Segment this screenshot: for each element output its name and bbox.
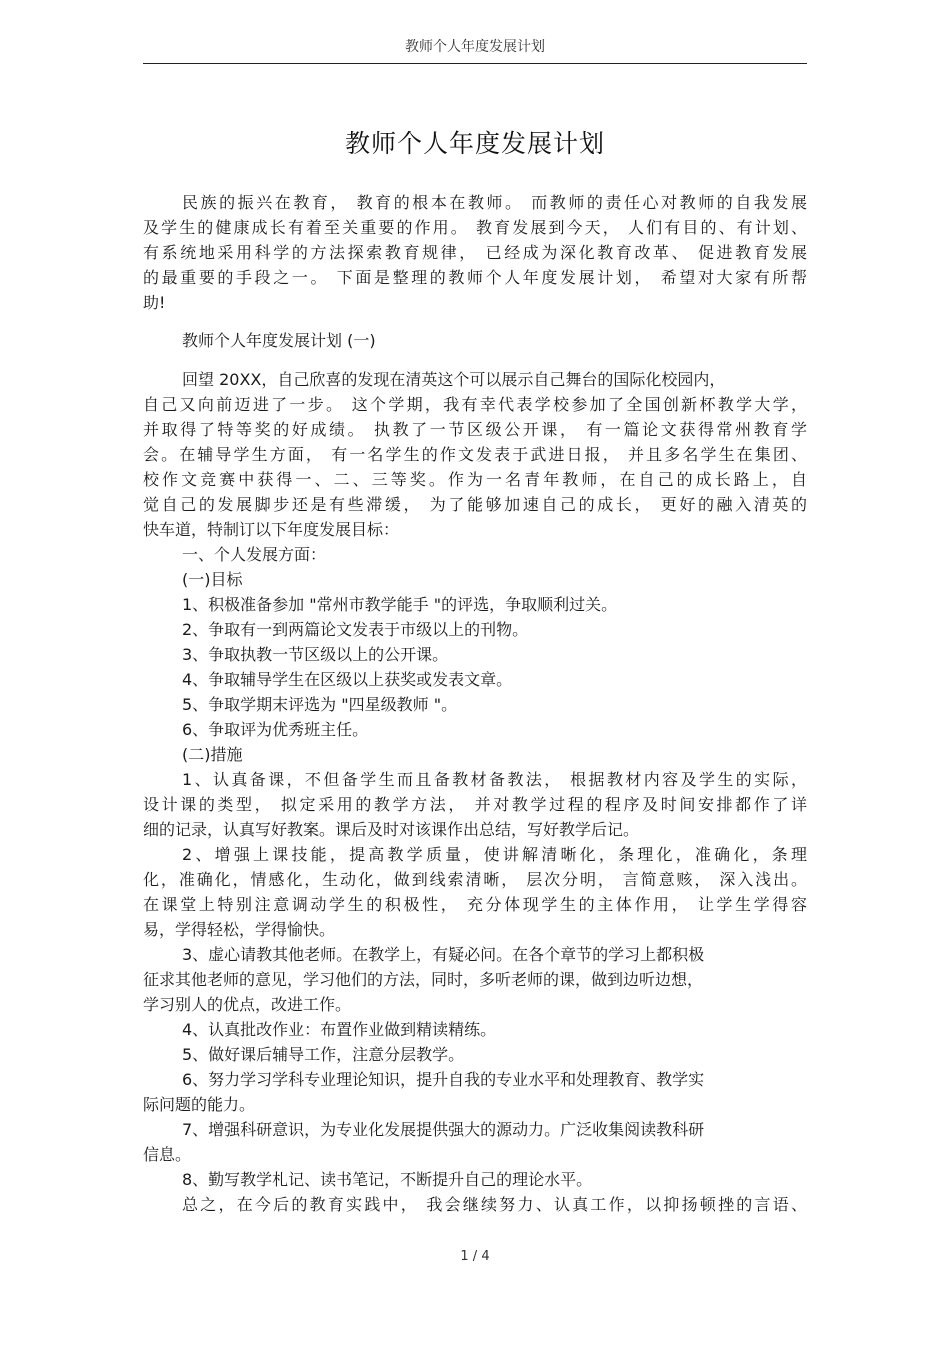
document-title: 教师个人年度发展计划 — [344, 129, 605, 158]
header-divider — [143, 63, 807, 64]
paragraph-line: 有系统地采用科学的方法探索教育规律， 已经成为深化教育改革、 促进教育发展 — [143, 243, 807, 262]
paragraph-line: 回望 20XX，自己欣喜的发现在清英这个可以展示自己舞台的国际化校园内， — [182, 370, 726, 389]
section-heading: 教师个人年度发展计划 (一) — [182, 331, 376, 350]
paragraph-line: 在课堂上特别注意调动学生的积极性， 充分体现学生的主体作用， 让学生学得容 — [143, 895, 807, 914]
paragraph-line: 学习别人的优点，改进工作。 — [143, 995, 352, 1014]
paragraph-line: 细的记录，认真写好教案。课后及时对该课作出总结，写好教学后记。 — [143, 820, 640, 839]
list-item: 1、积极准备参加 "常州市教学能手 "的评选，争取顺利过关。 — [182, 595, 618, 614]
paragraph-line: 及学生的健康成长有着至关重要的作用。 教育发展到今天， 人们有目的、有计划、 — [143, 218, 807, 237]
subsection-heading: (一)目标 — [182, 570, 243, 589]
subsection-heading: 一、个人发展方面： — [182, 545, 327, 564]
list-item: 2、争取有一到两篇论文发表于市级以上的刊物。 — [182, 620, 529, 639]
paragraph-line: 的最重要的手段之一。 下面是整理的教师个人年度发展计划， 希望对大家有所帮 — [143, 268, 807, 287]
paragraph-line: 觉自己的发展脚步还是有些滞缓， 为了能够加速自己的成长， 更好的融入清英的 — [143, 495, 807, 514]
list-item: 4、认真批改作业：布置作业做到精读精练。 — [182, 1020, 497, 1039]
subsection-heading: (二)措施 — [182, 745, 243, 764]
paragraph-line: 际问题的能力。 — [143, 1095, 256, 1114]
list-item: 1、认真备课，不但备学生而且备教材备教法， 根据教材内容及学生的实际， — [182, 770, 807, 789]
paragraph-line: 自己又向前迈进了一步。 这个学期，我有幸代表学校参加了全国创新杯教学大学， — [143, 395, 807, 414]
list-item: 6、努力学习学科专业理论知识，提升自我的专业水平和处理教育、教学实 — [182, 1070, 705, 1089]
list-item: 3、争取执教一节区级以上的公开课。 — [182, 645, 449, 664]
paragraph-line: 设计课的类型， 拟定采用的教学方法， 并对教学过程的程序及时间安排都作了详 — [143, 795, 807, 814]
paragraph-line: 校作文竞赛中获得一、二、三等奖。作为一名青年教师，在自己的成长路上，自 — [143, 470, 807, 489]
list-item: 4、争取辅导学生在区级以上获奖或发表文章。 — [182, 670, 513, 689]
list-item: 5、做好课后辅导工作，注意分层教学。 — [182, 1045, 465, 1064]
list-item: 5、争取学期末评选为 "四星级教师 "。 — [182, 695, 458, 714]
paragraph-line: 助! — [143, 293, 166, 312]
paragraph-line: 快车道，特制订以下年度发展目标： — [143, 520, 400, 539]
list-item: 2、增强上课技能，提高教学质量，使讲解清晰化，条理化，准确化，条理 — [182, 845, 807, 864]
list-item: 7、增强科研意识，为专业化发展提供强大的源动力。广泛收集阅读教科研 — [182, 1120, 705, 1139]
list-item: 6、争取评为优秀班主任。 — [182, 720, 369, 739]
paragraph-line: 征求其他老师的意见，学习他们的方法，同时，多听老师的课，做到边听边想， — [143, 970, 704, 989]
paragraph-line: 并取得了特等奖的好成绩。 执教了一节区级公开课， 有一篇论文获得常州教育学 — [143, 420, 807, 439]
list-item: 8、勤写教学札记、读书笔记，不断提升自己的理论水平。 — [182, 1170, 593, 1189]
list-item: 3、虚心请教其他老师。在教学上，有疑必问。在各个章节的学习上都积极 — [182, 945, 705, 964]
paragraph-line: 信息。 — [143, 1145, 192, 1164]
paragraph-line: 会。在辅导学生方面， 有一名学生的作文发表于武进日报， 并且多名学生在集团、 — [143, 445, 807, 464]
paragraph-line: 化，准确化，情感化，生动化，做到线索清晰， 层次分明， 言简意赅， 深入浅出。 — [143, 870, 807, 889]
paragraph-line: 民族的振兴在教育， 教育的根本在教师。 而教师的责任心对教师的自我发展 — [182, 193, 807, 212]
paragraph-line: 总之，在今后的教育实践中， 我会继续努力、认真工作，以抑扬顿挫的言语、 — [182, 1195, 807, 1214]
running-header: 教师个人年度发展计划 — [405, 39, 545, 55]
paragraph-line: 易，学得轻松，学得愉快。 — [143, 920, 336, 939]
page-number: 1 / 4 — [460, 1249, 490, 1264]
